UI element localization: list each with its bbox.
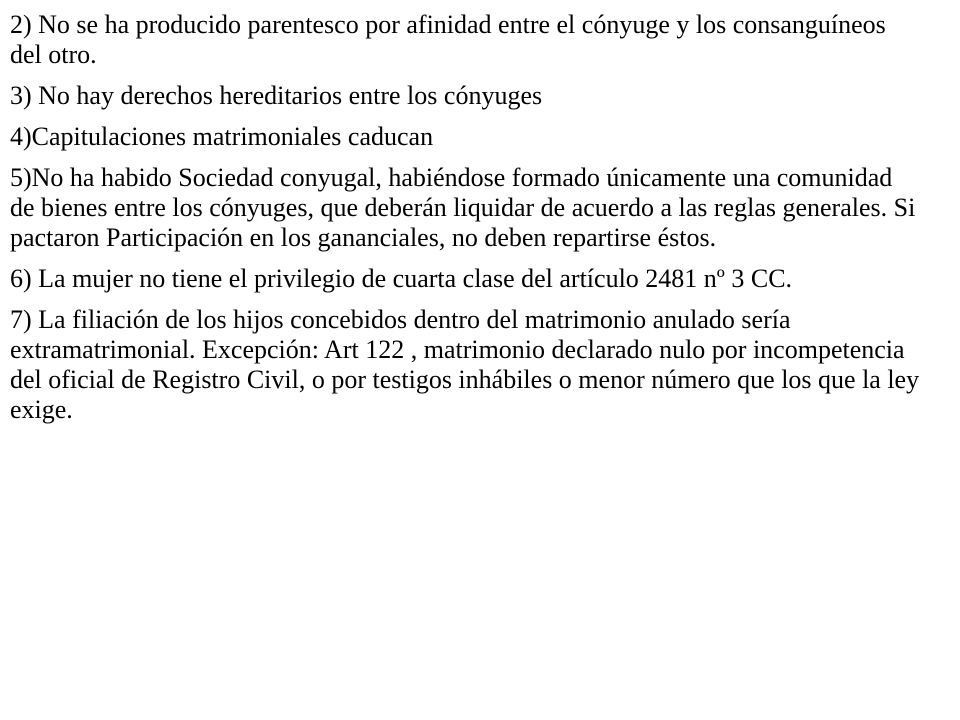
paragraph-item-6: 6) La mujer no tiene el privilegio de cuarta clase del artículo 2481 nº 3 CC.: [10, 264, 793, 293]
paragraph-item-4: 4)Capitulaciones matrimoniales caducan: [10, 122, 434, 151]
paragraph-item-3: 3) No hay derechos hereditarios entre los cónyuges: [10, 81, 543, 110]
paragraph-item-2: 2) No se ha producido parentesco por afinidad entre el cónyuge y los consanguíneos del otro.: [10, 10, 886, 69]
slide-body: [10, 10, 920, 436]
paragraph-item-7: 7) La filiación de los hijos concebidos dentro del matrimonio anulado sería extramatrimonial. Excepción: Art 122 , matrimonio declarado nulo por incompetencia del oficial de Registro Civil, o por testigos inhábiles o menor número que los que la ley exige.: [10, 305, 920, 424]
paragraph-item-5: 5)No ha habido Sociedad conyugal, habiéndose formado únicamente una comunidad de bienes entre los cónyuges, que deberán liquidar de acuerdo a las reglas generales. Si pactaron Participación en los gananciales, no deben repartirse éstos.: [10, 163, 916, 252]
